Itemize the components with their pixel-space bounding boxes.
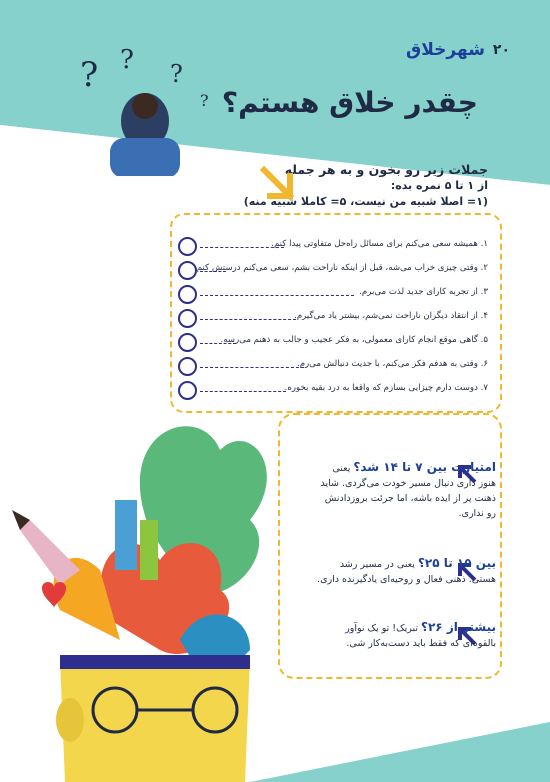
answer-line xyxy=(200,367,304,368)
score-circle[interactable] xyxy=(178,357,197,376)
score-circle[interactable] xyxy=(178,285,197,304)
answer-line xyxy=(200,319,296,320)
page-title: چقدر خلاق هستم؟ xyxy=(221,86,478,119)
result-text: یعنی هنوز داری دنبال مسیر خودت می‌گردی. شاید ذهنت پر از ایده باشه، اما جرئت بروزدادنش رو نداری. xyxy=(320,463,496,519)
question-text: ۲. وقتی چیزی خراب می‌شه، قبل از اینکه ناراحت بشم، سعی می‌کنم درستش کنم. xyxy=(193,263,488,273)
instructions-line-3: (۱= اصلا شبیه من نیست، ۵= کاملا شبیه منه) xyxy=(243,195,488,208)
page-number: ۲۰ xyxy=(492,42,510,58)
question-row xyxy=(174,285,492,307)
question-mark-icon: ? xyxy=(80,55,99,95)
creative-mind-illustration xyxy=(0,410,300,782)
question-text: ۱. همیشه سعی می‌کنم برای مسائل راه‌حل متفاوتی پیدا کنم. xyxy=(271,239,488,249)
score-circle[interactable] xyxy=(178,237,197,256)
question-row xyxy=(174,261,492,283)
magazine-header xyxy=(406,40,510,60)
score-circle[interactable] xyxy=(178,309,197,328)
result-2 xyxy=(316,556,496,587)
result-text: یعنی در مسیر رشد هستی. ذهنی فعال و روحیه‌ای یادگیرنده داری. xyxy=(317,559,496,585)
question-row xyxy=(174,357,492,379)
question-row xyxy=(174,381,492,403)
answer-line xyxy=(200,391,286,392)
question-mark-icon: ? xyxy=(170,60,183,88)
score-circle[interactable] xyxy=(178,381,197,400)
question-mark-icon: ? xyxy=(120,46,134,75)
arrow-down-right-icon xyxy=(258,164,298,204)
result-heading: بین ۱۵ تا ۲۵؟ xyxy=(417,556,496,570)
result-3 xyxy=(316,620,496,651)
question-row xyxy=(174,333,492,355)
question-row xyxy=(174,237,492,259)
question-row xyxy=(174,309,492,331)
question-mark-icon: ? xyxy=(200,91,209,110)
instructions-line-1: جملات زیر رو بخون و به هر جمله xyxy=(284,162,488,177)
magazine-logo: شهرخلاق xyxy=(406,40,485,60)
instructions-line-2: از ۱ تا ۵ نمره بده: xyxy=(390,179,488,192)
question-text: ۶. وقتی به هدفم فکر می‌کنم، با جدیت دنبالش می‌رم. xyxy=(296,359,488,369)
result-heading: امتیازت بین ۷ تا ۱۴ شد؟ xyxy=(353,460,496,474)
result-heading: بیشتر از ۲۶؟ xyxy=(421,620,496,634)
question-text: ۳. از تجربه کارای جدید لذت می‌برم. xyxy=(359,287,488,297)
question-text: ۵. گاهی موقع انجام کارای معمولی، به فکر عجیب و جالب به ذهنم می‌رسه. xyxy=(220,335,488,345)
question-text: ۷. دوست دارم چیزایی بسازم که واقعا به درد بقیه بخوره. xyxy=(284,383,488,393)
score-circle[interactable] xyxy=(178,333,197,352)
result-1 xyxy=(316,460,496,521)
result-text: تبریک! تو یک نوآور بالقوه‌ای که فقط باید دست‌به‌کار شی. xyxy=(345,623,496,649)
question-text: ۴. از انتقاد دیگران ناراحت نمی‌شم، بیشتر یاد می‌گیرم. xyxy=(294,311,488,321)
answer-line xyxy=(200,295,354,296)
